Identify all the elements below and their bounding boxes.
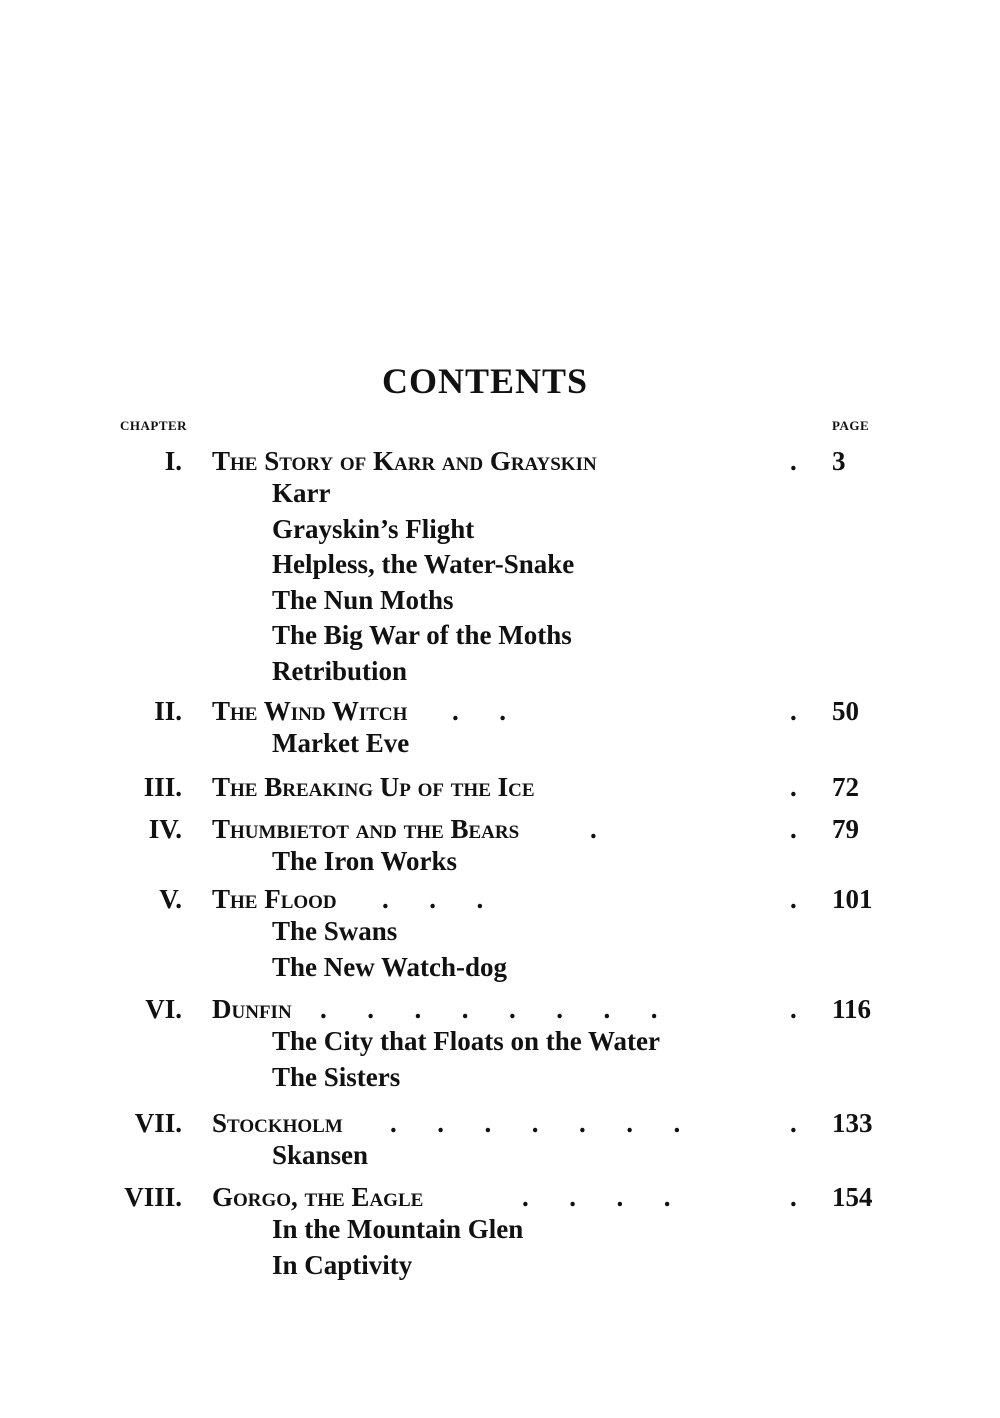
chapter-number: III.: [143, 772, 182, 802]
section-title: The Big War of the Moths: [272, 620, 572, 650]
dot-leader: . . . . . . .: [390, 1108, 681, 1138]
chapter-number: VI.: [145, 994, 182, 1024]
dot-leader: . .: [452, 696, 506, 726]
dot-leader: . . . . . . . .: [320, 994, 658, 1024]
section-title: Helpless, the Water-Snake: [272, 549, 575, 579]
section-title: The Iron Works: [272, 846, 458, 876]
dot-leader-end: .: [790, 1182, 797, 1212]
dot-leader-end: .: [790, 446, 797, 476]
chapter-title: Dunfin: [212, 994, 292, 1024]
section-title: The Nun Moths: [272, 584, 454, 615]
chapter-number: II.: [154, 696, 182, 726]
section-title: The Sisters: [272, 1061, 401, 1092]
chapter-entry: [0, 994, 1000, 1028]
section-title: Market Eve: [272, 728, 410, 758]
dot-leader-end: .: [790, 814, 797, 844]
section-title: Karr: [272, 478, 331, 508]
section-title: The New Watch-dog: [272, 951, 508, 982]
chapter-page: 101: [832, 884, 873, 914]
chapter-number: VII.: [134, 1108, 182, 1138]
page-column-heading: PAGE: [832, 418, 870, 433]
dot-leader: . . .: [382, 884, 484, 914]
chapter-title: The Flood: [212, 884, 337, 914]
chapter-column-heading: CHAPTER: [120, 418, 188, 433]
chapter-entry: [0, 1182, 1000, 1216]
chapter-entry: [0, 696, 1000, 730]
dot-leader-end: .: [790, 884, 797, 914]
dot-leader: . . . .: [522, 1182, 671, 1212]
dot-leader-end: .: [790, 696, 797, 726]
chapter-entry: [0, 772, 1000, 806]
section-title: Retribution: [272, 655, 407, 686]
chapter-page: 79: [832, 814, 859, 844]
chapter-title: The Breaking Up of the Ice: [212, 772, 535, 802]
section-title: The Swans: [272, 916, 398, 946]
chapter-page: 50: [832, 696, 859, 726]
chapter-page: 72: [832, 772, 859, 802]
chapter-number: V.: [159, 884, 182, 914]
section-title: The City that Floats on the Water: [272, 1026, 660, 1056]
chapter-title: Stockholm: [212, 1108, 343, 1138]
section-title: Grayskin’s Flight: [272, 513, 475, 544]
section-title: In the Mountain Glen: [272, 1214, 524, 1244]
dot-leader: .: [590, 814, 597, 844]
chapter-number: VIII.: [124, 1182, 182, 1212]
chapter-number: IV.: [148, 814, 182, 844]
chapter-title: The Wind Witch: [212, 696, 408, 726]
chapter-entry: [0, 446, 1000, 480]
chapter-title: Thumbietot and the Bears: [212, 814, 520, 844]
chapter-entry: [0, 814, 1000, 848]
chapter-page: 133: [832, 1108, 873, 1138]
dot-leader-end: .: [790, 994, 797, 1024]
chapter-title: Gorgo, the Eagle: [212, 1182, 424, 1212]
chapter-page: 154: [832, 1182, 873, 1212]
chapter-page: 116: [832, 994, 872, 1024]
chapter-number: I.: [164, 446, 182, 476]
dot-leader-end: .: [790, 772, 797, 802]
section-title: Skansen: [272, 1140, 369, 1170]
chapter-entry: [0, 1108, 1000, 1142]
chapter-title: The Story of Karr and Grayskin: [212, 446, 597, 476]
dot-leader-end: .: [790, 1108, 797, 1138]
page-title: CONTENTS: [381, 361, 589, 401]
chapter-entry: [0, 884, 1000, 918]
section-title: In Captivity: [272, 1249, 413, 1280]
chapter-page: 3: [832, 446, 846, 476]
